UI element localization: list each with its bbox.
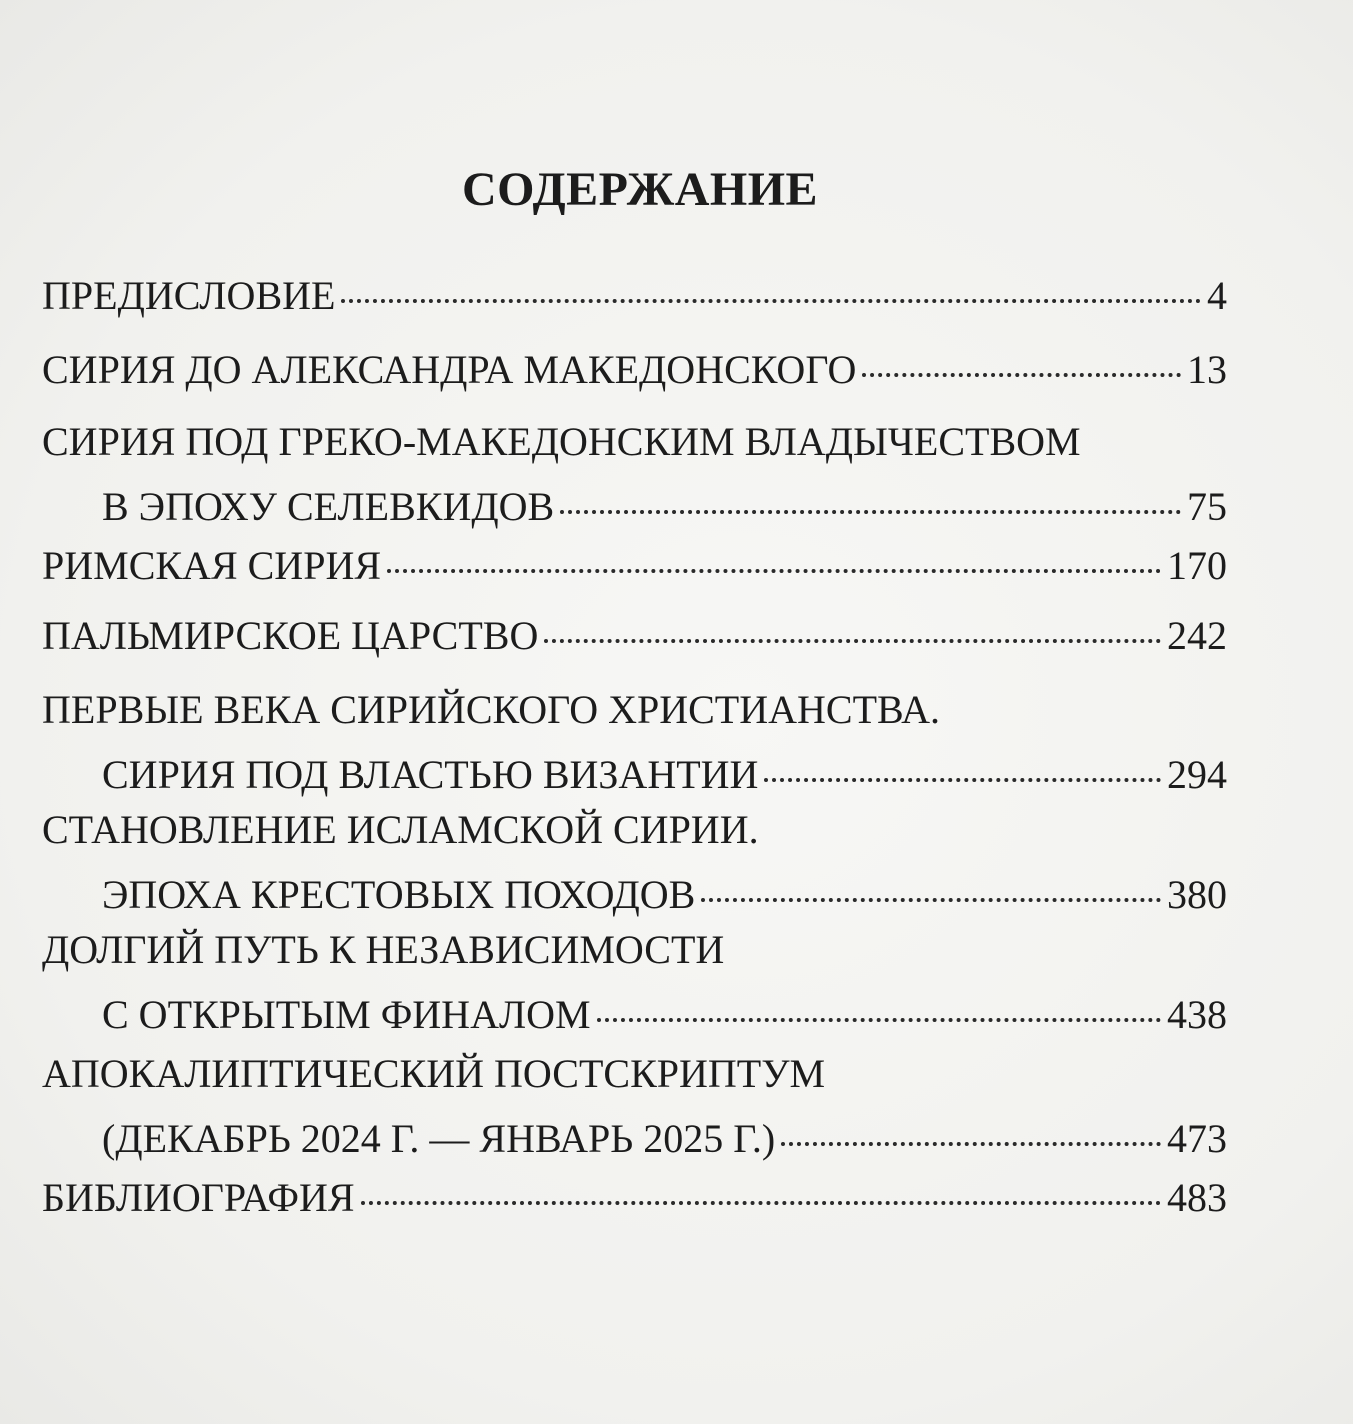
toc-entry-title: СТАНОВЛЕНИЕ ИСЛАМСКОЙ СИРИИ. <box>42 807 759 852</box>
toc-entry-title-continued: В ЭПОХУ СЕЛЕВКИДОВ <box>102 484 555 529</box>
toc-entry-title: РИМСКАЯ СИРИЯ <box>42 543 382 588</box>
dot-leader <box>781 1141 1161 1146</box>
toc-page-number: 13 <box>1187 347 1227 392</box>
toc-entry-title: ПРЕДИСЛОВИЕ <box>42 273 336 318</box>
dot-leader <box>764 777 1161 782</box>
dot-leader <box>361 1200 1161 1205</box>
dot-leader <box>560 509 1181 514</box>
toc-entry <box>42 340 1227 405</box>
toc-page-number: 4 <box>1207 273 1227 318</box>
dot-leader <box>701 897 1161 902</box>
toc-entry-title: ПАЛЬМИРСКОЕ ЦАРСТВО <box>42 613 539 658</box>
toc-page-number: 75 <box>1187 484 1227 529</box>
dot-leader <box>862 372 1181 377</box>
toc-entry <box>42 1168 1227 1233</box>
dot-leader <box>341 298 1201 303</box>
toc-entry <box>42 680 1227 810</box>
toc-entry-title: ДОЛГИЙ ПУТЬ К НЕЗАВИСИМОСТИ <box>42 927 725 972</box>
toc-entry <box>42 412 1227 542</box>
toc-page-number: 438 <box>1167 992 1227 1037</box>
toc-entry-title-continued: (ДЕКАБРЬ 2024 Г. — ЯНВАРЬ 2025 Г.) <box>102 1116 776 1161</box>
toc-entry-title: БИБЛИОГРАФИЯ <box>42 1175 355 1220</box>
toc-page-number: 473 <box>1167 1116 1227 1161</box>
toc-entry <box>42 1044 1227 1174</box>
dot-leader <box>387 568 1161 573</box>
dot-leader <box>544 638 1161 643</box>
toc-page-number: 242 <box>1167 613 1227 658</box>
toc-page-number: 294 <box>1167 752 1227 797</box>
toc-entry-title-continued: С ОТКРЫТЫМ ФИНАЛОМ <box>102 992 591 1037</box>
toc-entry-title-continued: ЭПОХА КРЕСТОВЫХ ПОХОДОВ <box>102 872 696 917</box>
toc-entry-title: СИРИЯ ДО АЛЕКСАНДРА МАКЕДОНСКОГО <box>42 347 857 392</box>
toc-entry <box>42 266 1227 331</box>
toc-entry-title: СИРИЯ ПОД ГРЕКО-МАКЕДОНСКИМ ВЛАДЫЧЕСТВОМ <box>42 419 1081 464</box>
toc-page-number: 483 <box>1167 1175 1227 1220</box>
toc-entry <box>42 920 1227 1050</box>
toc-page-number: 170 <box>1167 543 1227 588</box>
toc-entry <box>42 606 1227 671</box>
toc-entry <box>42 536 1227 601</box>
toc-page-number: 380 <box>1167 872 1227 917</box>
toc-entry-title: ПЕРВЫЕ ВЕКА СИРИЙСКОГО ХРИСТИАНСТВА. <box>42 687 941 732</box>
toc-entry-title: АПОКАЛИПТИЧЕСКИЙ ПОСТСКРИПТУМ <box>42 1051 826 1096</box>
page-title: СОДЕРЖАНИЕ <box>461 163 819 216</box>
dot-leader <box>597 1017 1161 1022</box>
toc-entry-title-continued: СИРИЯ ПОД ВЛАСТЬЮ ВИЗАНТИИ <box>102 752 759 797</box>
toc-entry <box>42 800 1227 930</box>
